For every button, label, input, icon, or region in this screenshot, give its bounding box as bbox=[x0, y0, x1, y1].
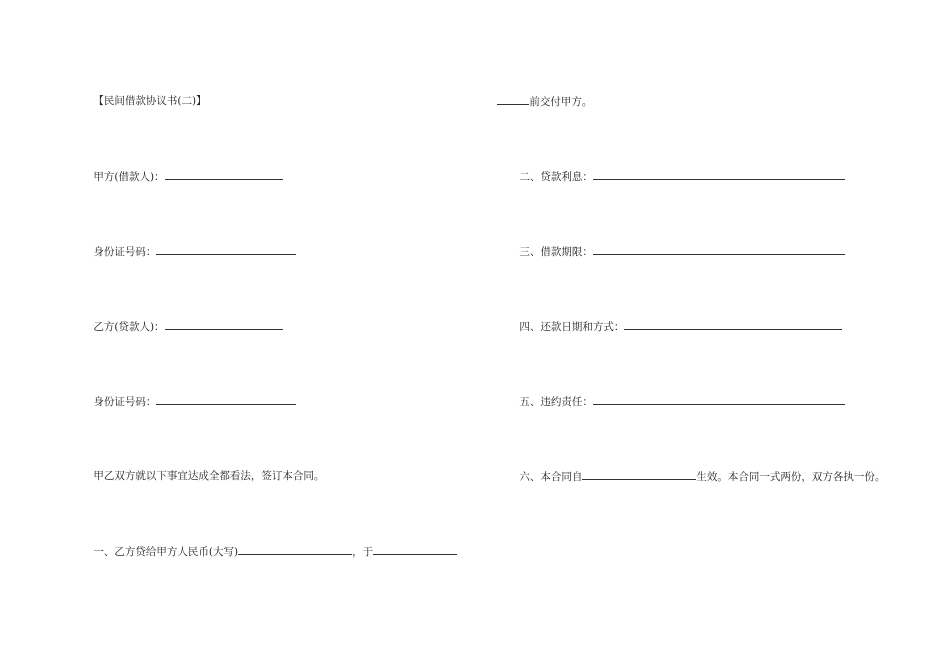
clause-3-row bbox=[506, 230, 845, 273]
id-a-blank[interactable] bbox=[156, 244, 296, 255]
document-title-text: 【民间借款协议书(二)】 bbox=[93, 95, 207, 107]
clause-3-label: 三、借款期限： bbox=[519, 246, 593, 258]
clause-1-prefix: 一、乙方贷给甲方人民币(大写) bbox=[93, 546, 239, 558]
id-b-blank[interactable] bbox=[156, 394, 296, 405]
continuation-row bbox=[484, 80, 592, 123]
id-b-label: 身份证号码： bbox=[93, 396, 157, 408]
interest-blank[interactable] bbox=[593, 169, 845, 180]
amount-blank[interactable] bbox=[238, 544, 352, 555]
clause-1-row bbox=[80, 530, 457, 573]
clause-2-label: 二、贷款利息： bbox=[519, 171, 593, 183]
party-b-blank[interactable] bbox=[165, 319, 283, 330]
clause-6-row bbox=[506, 455, 885, 498]
continuation-text: 前交付甲方。 bbox=[529, 96, 593, 108]
clause-1-mid: ，于 bbox=[352, 546, 374, 558]
party-a-blank[interactable] bbox=[165, 169, 283, 180]
clause-5-label: 五、违约责任： bbox=[519, 396, 593, 408]
id-a-label: 身份证号码： bbox=[93, 246, 157, 258]
document-title bbox=[80, 80, 207, 122]
delivery-date-blank[interactable] bbox=[373, 544, 457, 555]
clause-6-suffix: 生效。本合同一式两份，双方各执一份。 bbox=[696, 471, 886, 483]
term-blank[interactable] bbox=[593, 244, 845, 255]
clause-6-prefix: 六、本合同自 bbox=[519, 471, 583, 483]
party-a-label: 甲方(借款人)： bbox=[93, 171, 165, 183]
clause-4-row bbox=[506, 305, 842, 348]
id-a-row bbox=[80, 230, 296, 273]
continuation-blank[interactable] bbox=[497, 94, 529, 105]
intro-row bbox=[80, 455, 324, 497]
liability-blank[interactable] bbox=[593, 394, 845, 405]
repayment-blank[interactable] bbox=[624, 319, 842, 330]
effective-date-blank[interactable] bbox=[582, 469, 696, 480]
party-b-label: 乙方(贷款人)： bbox=[93, 321, 165, 333]
id-b-row bbox=[80, 380, 296, 423]
party-a-row bbox=[80, 155, 283, 198]
clause-4-label: 四、还款日期和方式： bbox=[519, 321, 625, 333]
clause-5-row bbox=[506, 380, 845, 423]
intro-text: 甲乙双方就以下事宜达成全都看法，签订本合同。 bbox=[93, 470, 325, 482]
clause-2-row bbox=[506, 155, 845, 198]
party-b-row bbox=[80, 305, 283, 348]
